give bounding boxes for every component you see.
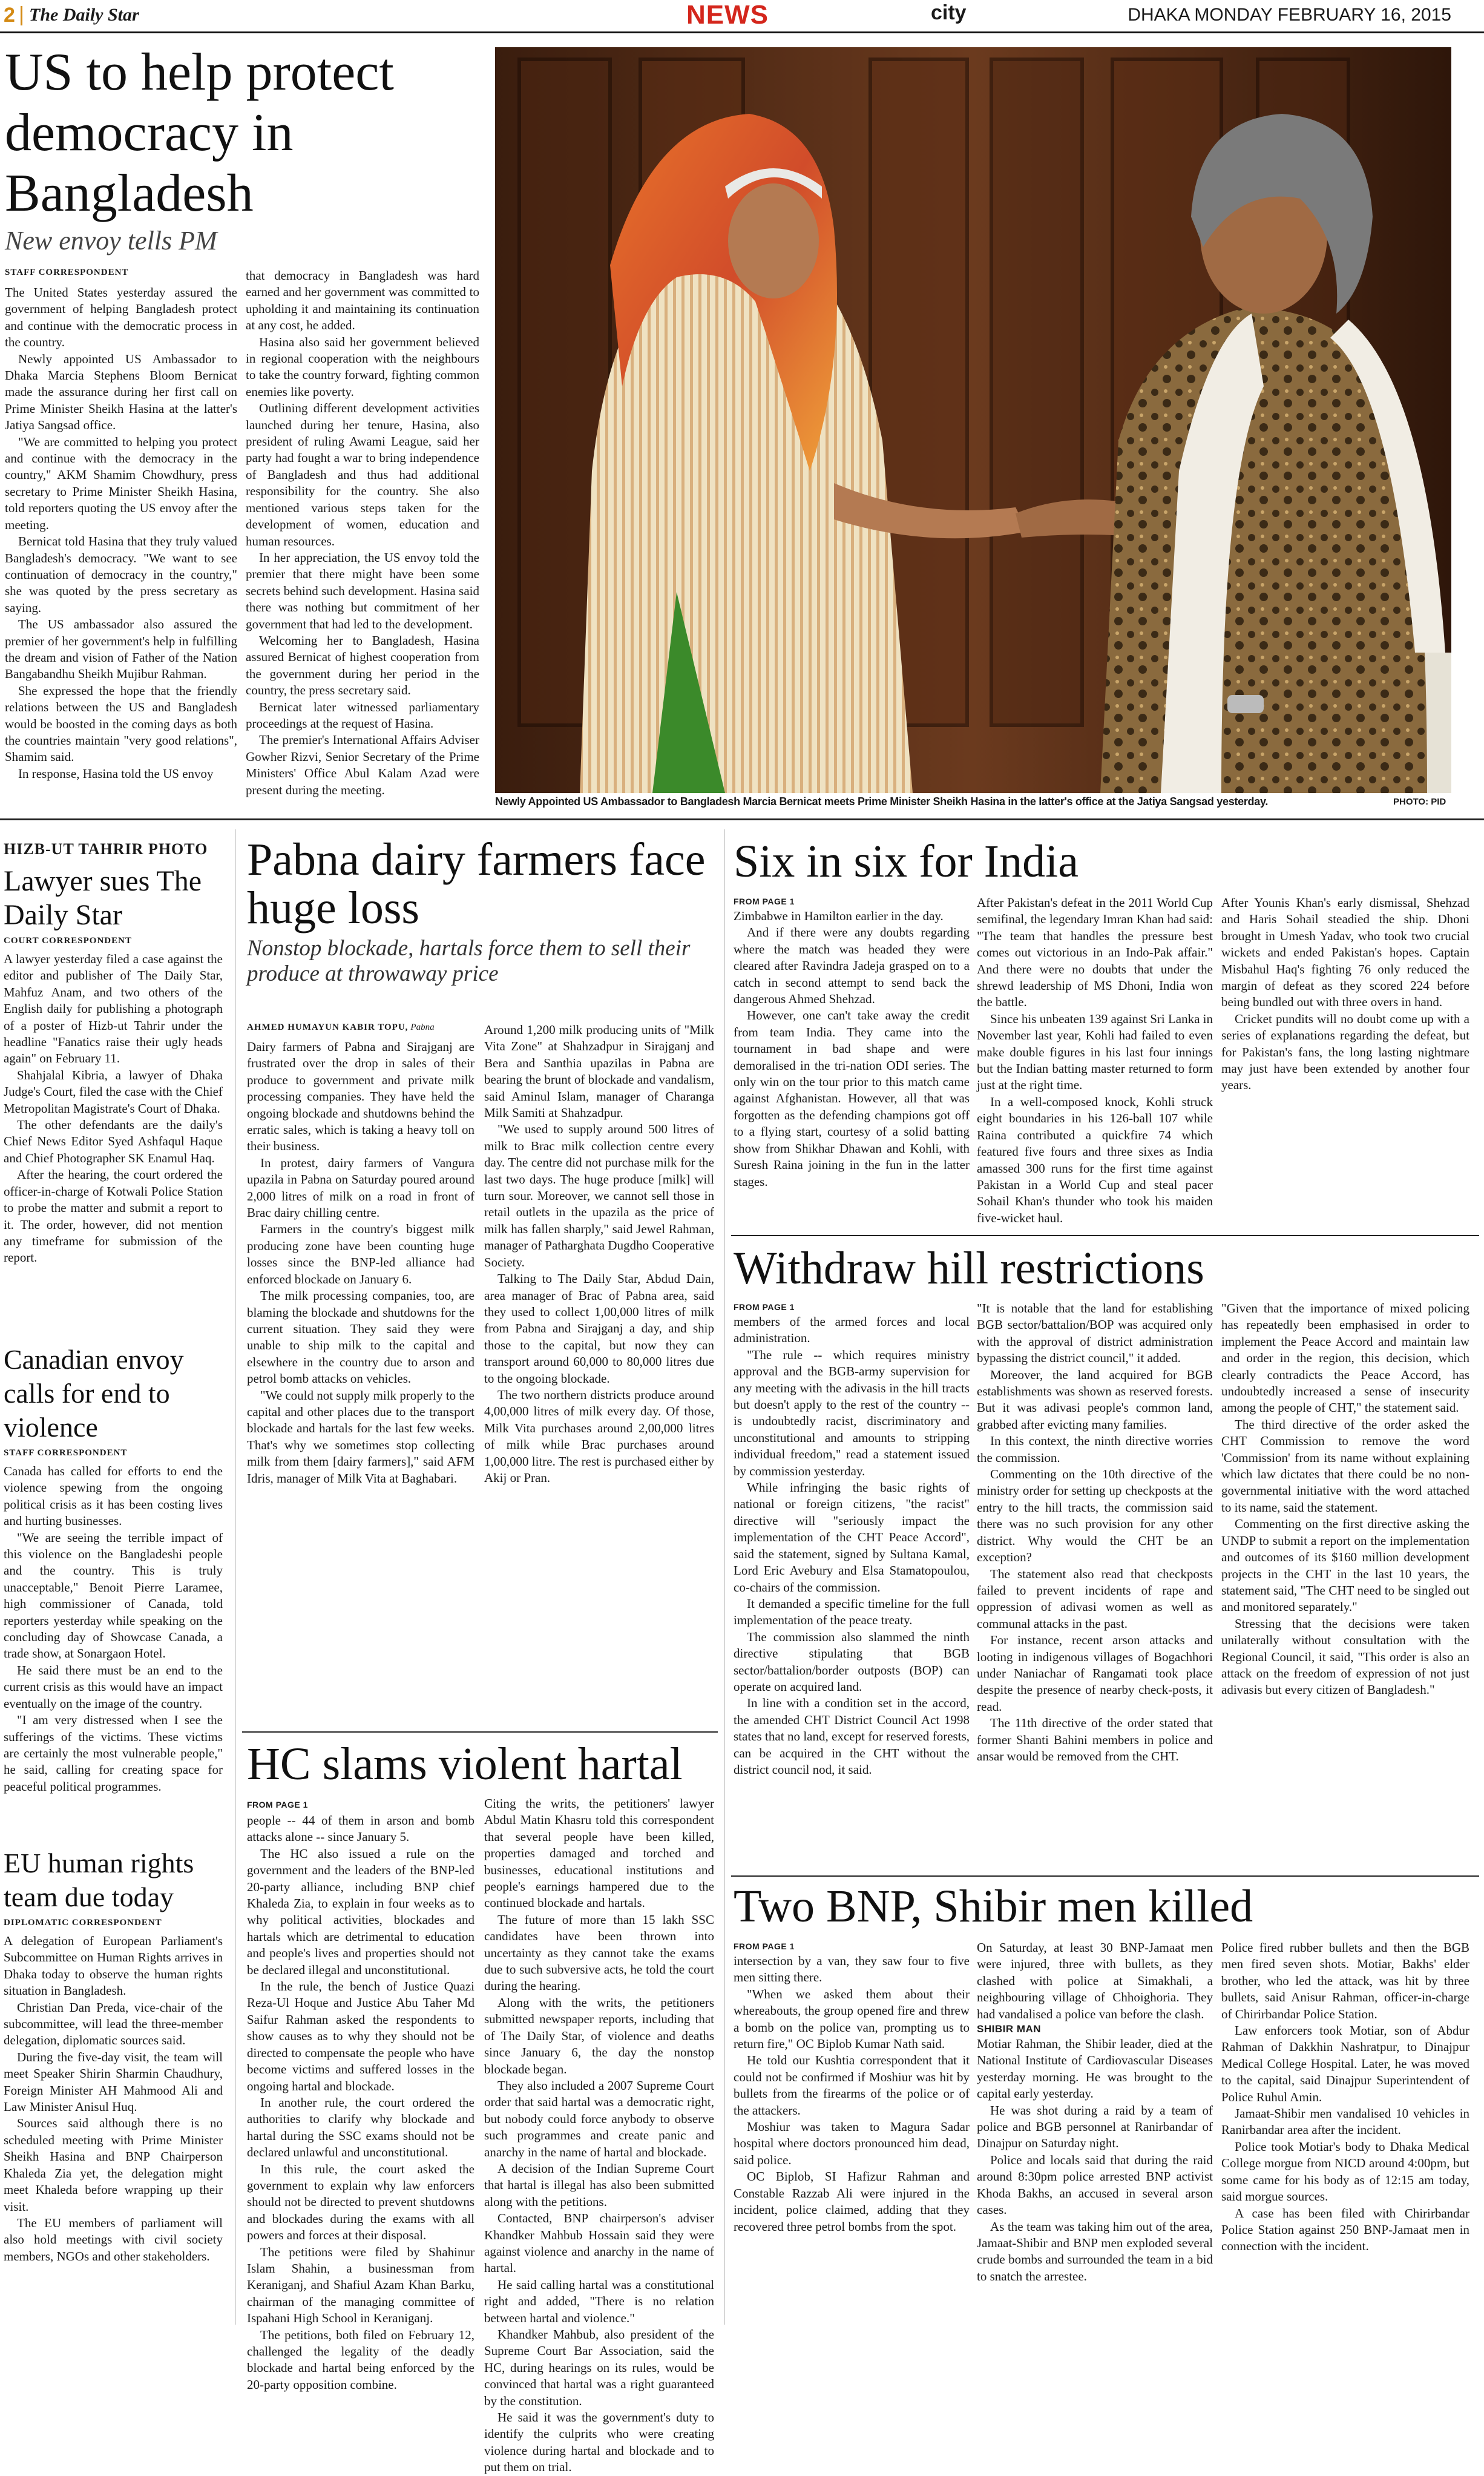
bnp-story: [734, 1880, 1478, 1941]
hill-body-col2: [977, 1300, 1213, 1894]
bnp-body-col2: [977, 1940, 1213, 2327]
hizb-kicker: HIZB-UT TAHRIR PHOTO: [4, 840, 208, 858]
canada-paragraph: Canada has called for efforts to end the violence spewing from the ongoing political crisis as it has been costing lives and hurting businesses.: [4, 1464, 223, 1529]
canada-body: [4, 1463, 223, 1814]
lead-paragraph: Welcoming her to Bangladesh, Hasina assured Bernicat of highest cooperation from the government during her period in the country, the press secretary said.: [246, 633, 479, 698]
bnp-headline: Two BNP, Shibir men killed: [734, 1881, 1253, 1932]
lead-paragraph: In her appreciation, the US envoy told the premier that there might have been some secrets behind such development. Hasina said there was nothing but commitment of her government that had led to the development.: [246, 550, 479, 631]
india-paragraph: And if there were any doubts regarding where the match was headed they were cleared after Ravindra Jadeja grasped on to a catch in second attempt to send back the dangerous Ahmed Shehzad.: [734, 925, 970, 1007]
bnp-paragraph: On Saturday, at least 30 BNP-Jamaat men were injured, three with bullets, as they clashed with police at Simakhali, a neighbouring village of Chhoighoria. They had vandalised a police van before the clash.: [977, 1940, 1213, 2021]
pabna-paragraph: Dairy farmers of Pabna and Sirajganj are frustrated over the drop in sales of their produce to government and private milk processing companies. They have held the ongoing blockade and shutdowns behind the erratic sales, which is taking a heavy toll on their business.: [247, 1039, 474, 1154]
lead-paragraph: The United States yesterday assured the government of helping Bangladesh protect and continue with the democratic process in the country.: [5, 285, 237, 350]
bnp-paragraph: OC Biplob, SI Hafizur Rahman and Constable Razzab Ali were injured in the incident, police claimed, adding that they recovered three petrol bombs from the spot.: [734, 2169, 970, 2234]
canada-headline: Canadian envoy calls for end to violence: [4, 1344, 184, 1443]
india-from-page: FROM PAGE 1: [734, 897, 795, 906]
subsection-label: city: [931, 1, 967, 24]
canada-paragraph: He said there must be an end to the current crisis as this would have an impact eventually on the image of the country.: [4, 1662, 223, 1711]
hill-paragraph: In line with a condition set in the accord, the amended CHT District Council Act 1998 states that no land, except for reserved forests, can be acquired in the CHT without the district council nod, it said.: [734, 1696, 970, 1777]
hc-paragraph: people -- 44 of them in arson and bomb attacks alone -- since January 5.: [247, 1813, 474, 1845]
hc-body-col2: [484, 1796, 714, 2475]
hill-paragraph: The statement also read that checkposts failed to prevent incidents of rape and oppression of adivasi women as well as communal attacks in the past.: [977, 1566, 1213, 1631]
india-paragraph: Since his unbeaten 139 against Sri Lanka in November last year, Kohli had failed to even make double figures in his last four innings but the Indian batting master returned to form just at the right time.: [977, 1011, 1213, 1093]
hill-paragraph: For instance, recent arson attacks and looting in indigenous villages of Bogachhori under Naniachar of Rangamati took place despite the presence of nearby check-posts, it read.: [977, 1633, 1213, 1714]
pabna-deck: Nonstop blockade, hartals force them to sell their produce at throwaway price: [247, 936, 691, 986]
pabna-story: [247, 835, 713, 999]
india-body-col2: [977, 895, 1213, 1234]
bnp-paragraph: Law enforcers took Motiar, son of Abdur Rahman of Dakkhin Nashratpur, to Dinajpur Medical College Hospital. Later, he was moved to the capital, said Dinajpur Superintendent of Police Ruhul Amin.: [1221, 2023, 1469, 2104]
india-headline: Six in six for India: [734, 836, 1079, 887]
lead-paragraph: Bernicat later witnessed parliamentary proceedings at the request of Hasina.: [246, 699, 479, 731]
india-paragraph: After Pakistan's defeat in the 2011 World Cup semifinal, the legendary Imran Khan had said: "The team that handles the pressure best comes out victorious in an Indo-Pak affair." And there were no doubts that under the shrewd leadership of MS Dhoni, India won the battle.: [977, 895, 1213, 1010]
lead-deck: New envoy tells PM: [5, 226, 217, 255]
canada-paragraph: "We are seeing the terrible impact of this violence on the Bangladeshi people and the country. This is truly unacceptable," Benoit Pierre Laramee, high commissioner of Canada, told reporters yesterday while speaking on the concluding day of Showcase Canada, a trade show, at Sonargaon Hotel.: [4, 1530, 223, 1661]
pabna-paragraph: The milk processing companies, too, are blaming the blockade and shutdowns for the current situation. They said they were unable to ship milk to the capital and elsewhere in the country due to arson and petrol bomb attacks on vehicles.: [247, 1288, 474, 1386]
hizb-paragraph: Shahjalal Kibria, a lawyer of Dhaka Judge's Court, filed the case with the Chief Metropolitan Magistrate's Court of Dhaka.: [4, 1067, 223, 1116]
lead-paragraph: In response, Hasina told the US envoy: [18, 766, 214, 781]
lead-paragraph: that democracy in Bangladesh was hard earned and her government was committed to upholding it and maintaining its continuation at any cost, he added.: [246, 268, 479, 333]
hc-paragraph: In the rule, the bench of Justice Quazi Reza-Ul Hoque and Justice Abu Taher Md Saifur Rahman asked the respondents to show causes as to why they should not be directed to compensate the people who have become victims and suffered losses in the ongoing hartal and blockade.: [247, 1979, 474, 2093]
photo-credit: PHOTO: PID: [1393, 797, 1446, 807]
canada-byline: STAFF CORRESPONDENT: [4, 1448, 128, 1458]
masthead-logo: The Daily Star: [29, 5, 139, 25]
handshake-photo-illustration: [495, 47, 1451, 793]
lead-paragraph: The premier's International Affairs Adviser Gowher Rizvi, Senior Secretary of the Prime Ministers' Office Abul Kalam Azad were present during the meeting.: [246, 733, 479, 797]
eu-paragraph: During the five-day visit, the team will meet Speaker Shirin Sharmin Chaudhury, Foreign Minister AH Mahmood Ali and Law Minister Anisul Huq.: [4, 2049, 223, 2115]
eu-paragraph: Christian Dan Preda, vice-chair of the subcommittee, will lead the three-member delegation, diplomatic sources said.: [4, 2000, 223, 2048]
hill-body-col1: [734, 1300, 970, 1894]
hizb-paragraph: A lawyer yesterday filed a case against the editor and publisher of The Daily Star, Mahfuz Anam, and two others of the English daily for publishing a photograph of a poster of Hizb-ut Tahrir under the headline "Fanatics raise their ugly heads again" on February 11.: [4, 952, 223, 1066]
pabna-byline: [247, 1022, 435, 1033]
pabna-byline-author: AHMED HUMAYUN KABIR TOPU,: [247, 1022, 409, 1032]
hizb-body: [4, 951, 223, 1308]
hill-paragraph: Stressing that the decisions were taken unilaterally without consultation with the Regional Council, it said, "This order is also an attack on the freedom of expression of not just adivasis but every citizen of Bangladesh.": [1221, 1616, 1469, 1697]
bnp-paragraph: Jamaat-Shibir men vandalised 10 vehicles in Ranirbandar area after the incident.: [1221, 2106, 1469, 2138]
hill-paragraph: members of the armed forces and local administration.: [734, 1314, 970, 1346]
hill-paragraph: "It is notable that the land for establishing BGB sector/battalion/BOP was acquired only with the approval of district administration bypassing the district council," it added.: [977, 1301, 1213, 1366]
hc-paragraph: In this rule, the court asked the government to explain why law enforcers should not be directed to prevent shutdowns and blockades during the exams with all powers and forces at their disposal.: [247, 2161, 474, 2243]
eu-byline: DIPLOMATIC CORRESPONDENT: [4, 1918, 162, 1928]
bnp-paragraph: He was shot during a raid by a team of police and BGB personnel at Ranirbandar of Dinajpur on Saturday night.: [977, 2102, 1213, 2151]
masthead-divider: [21, 6, 22, 25]
page-number: 2: [4, 4, 15, 27]
hill-paragraph: In this context, the ninth directive worries the commission.: [977, 1434, 1213, 1465]
hizb-headline: Lawyer sues The Daily Star: [4, 865, 202, 931]
bnp-from-page: FROM PAGE 1: [734, 1941, 795, 1951]
lead-paragraph: Bernicat told Hasina that they truly valued Bangladesh's democracy. "We want to see continuation of democracy in the country," she was quoted by the press secretary as saying.: [5, 534, 237, 615]
hill-headline: Withdraw hill restrictions: [734, 1243, 1204, 1294]
hill-paragraph: Commenting on the 10th directive of the ministry order for setting up checkposts at the entry to the hill tracts, the commission said there was no such provision for any other district. Why would the CHT be an exception?: [977, 1467, 1213, 1565]
section-rule: [731, 1235, 1479, 1236]
pabna-paragraph: The two northern districts produce around 4,00,000 litres of milk every day. Of those, Milk Vita purchases around 2,00,000 litres of milk while Brac purchases around 1,00,000 litre. The rest is purchased either by Akij or Pran.: [484, 1387, 714, 1485]
hill-paragraph: The commission also slammed the ninth directive stipulating that BGB sector/battalion/border outposts (BOP) can operate on acquired land.: [734, 1629, 970, 1694]
bnp-paragraph: "When we asked them about their whereabouts, the group opened fire and threw a bomb on the police van, prompting us to return fire," OC Biplob Kumar Nath said.: [734, 1986, 970, 2052]
pabna-byline-place: Pabna: [410, 1022, 435, 1032]
page-header: [0, 0, 1484, 31]
hc-paragraph: The HC also issued a rule on the government and the leaders of the BNP-led 20-party alliance, including BNP chief Khaleda Zia, to explain in four weeks as to why political activities, blockades and hartals which are detrimental to education and people's lives and properties should not be declared illegal and unconstitutional.: [247, 1846, 474, 1977]
hc-paragraph: The future of more than 15 lakh SSC candidates have been thrown into uncertainty as they cannot take the exams due to such subversive acts, he told the court during the hearing.: [484, 1912, 714, 1994]
india-paragraph: After Younis Khan's early dismissal, Shehzad and Haris Sohail steadied the ship. Dhoni brought in Umesh Yadav, who took two crucial wickets and ended Pakistan's hopes. Captain Misbahul Haq's fighting 76 only reduced the margin of defeat as they scored 224 before being bundled out with three overs in hand.: [1221, 895, 1469, 1010]
hc-paragraph: The petitions were filed by Shahinur Islam Shahin, a businessman from Keraniganj, and Shafiul Azam Khan Barku, chairman of the managing committee of Ispahani High School in Keraniganj.: [247, 2244, 474, 2326]
hill-paragraph: Commenting on the first directive asking the UNDP to submit a report on the implementation and outcomes of its $160 million development projects in the CHT in the last 10 years, the statement said, "The CHT need to be singled out and monitored separately.": [1221, 1516, 1469, 1615]
bnp-paragraph: Moshiur was taken to Magura Sadar hospital where doctors pronounced him dead, said police.: [734, 2119, 970, 2167]
section-label: NEWS: [686, 0, 769, 30]
hizb-paragraph: After the hearing, the court ordered the officer-in-charge of Kotwali Police Station to probe the matter and submit a report to it. The order, however, did not mention any timeframe for submission of the report.: [4, 1167, 223, 1265]
hill-from-page: FROM PAGE 1: [734, 1302, 795, 1312]
eu-headline: EU human rights team due today: [4, 1848, 194, 1912]
eu-body: [4, 1933, 223, 2320]
pabna-body-col2: [484, 1022, 714, 1725]
india-body-col1: [734, 895, 970, 1234]
hill-paragraph: While infringing the basic rights of national or foreign citizens, "the racist" directive will "seriously impact the implementation of the CHT Peace Accord", said the statement, signed by Sultana Kamal, Lord Eric Avebury and Elsa Stamatopoulou, co-chairs of the commission.: [734, 1480, 970, 1595]
section-rule: [731, 1875, 1479, 1877]
india-paragraph: Cricket pundits will no doubt come up with a series of explanations regarding the defeat, but for Pakistan's fans, the long lasting nightmare may just have been extended by another four years.: [1221, 1011, 1469, 1093]
hc-from-page: FROM PAGE 1: [247, 1800, 308, 1809]
bnp-paragraph: As the team was taking him out of the area, Jamaat-Shibir and BNP men exploded several crude bombs and surrounded the team in a bid to snatch the arrestee.: [977, 2219, 1213, 2283]
lead-photo: [495, 47, 1451, 793]
hill-body-col3: [1221, 1300, 1469, 1894]
lead-headline: US to help protect democracy in Bangladesh: [5, 43, 394, 223]
pabna-paragraph: "We used to supply around 500 litres of milk to Brac milk collection centre every day. The centre did not purchase milk for the last two days. The huge produce [milk] will turn sour. Moreover, we cannot sell those in retail outlets in the upazila as the price of milk has fallen sharply," said Jewel Rahman, manager of Patharghata Dugdho Cooperative Society.: [484, 1122, 714, 1269]
bnp-paragraph: Police and locals said that during the raid around 8:30pm police arrested BNP activist Khoda Bakhs, an accused in several arson cases.: [977, 2152, 1213, 2218]
hizb-paragraph: The other defendants are the daily's Chief News Editor Syed Ashfaqul Haque and Chief Photographer SK Enamul Haq.: [4, 1118, 223, 1165]
hc-paragraph: He said it was the government's duty to identify the culprits who were creating violence during hartal and blockade and to put them on trial.: [484, 2410, 714, 2475]
bnp-paragraph: Police fired rubber bullets and then the BGB men fired seven shots. Motiar, Bakhs' elder brother, who led the attack, was hit by three bullets, said Anisur Rahman, officer-in-charge of Chirirbandar Police Station.: [1221, 1940, 1469, 2021]
bnp-body-col1: [734, 1940, 970, 2327]
lead-paragraph: Hasina also said her government believed in regional cooperation with the neighbours to take the country forward, fighting common enemies like poverty.: [246, 334, 479, 399]
lead-byline: STAFF CORRESPONDENT: [5, 268, 129, 277]
lead-paragraph: Outlining different development activities launched during her tenure, Hasina, also president of ruling Awami League, said her party had fought a war to bring independence of Bangladesh and thus had additional responsibility for the country. She also mentioned various steps taken for the development of women, education and human resources.: [246, 401, 479, 548]
hc-paragraph: Contacted, BNP chairperson's adviser Khandker Mahbub Hossain said they were against violence and anarchy in the name of hartal.: [484, 2211, 714, 2276]
lead-paragraph: Newly appointed US Ambassador to Dhaka Marcia Stephens Bloom Bernicat made the assurance during her first call on Prime Minister Sheikh Hasina at the latter's Jatiya Sangsad office.: [5, 351, 237, 433]
india-paragraph: In a well-composed knock, Kohli struck eight boundaries in his 126-ball 107 while Raina contributed a quickfire 74 which featured five fours and three sixes as India amassed 300 runs for the first time against Pakistan in a World Cup and steal pacer Sohail Khan's thunder who took his maiden five-wicket haul.: [977, 1094, 1213, 1225]
lead-photo-caption: Newly Appointed US Ambassador to Bangladesh Marcia Bernicat meets Prime Minister Sheikh Hasina in the latter's office at the Jatiya Sangsad yesterday.: [495, 795, 1269, 808]
bnp-paragraph: He told our Kushtia correspondent that it could not be confirmed if Moshiur was hit by bullets from the firearms of the police or of the attackers.: [734, 2053, 970, 2118]
hill-paragraph: "Given that the importance of mixed policing has repeatedly been emphasised in order to implement the Peace Accord and maintain law and order in the region, this decision, which clearly contradicts the Peace Accord, has undoubtedly increased a sense of insecurity among the people of CHT," the statement said.: [1221, 1301, 1469, 1415]
bnp-paragraph: Motiar Rahman, the Shibir leader, died at the National Institute of Cardiovascular Diseases yesterday morning. He was brought to the capital early yesterday.: [977, 2036, 1213, 2101]
pabna-paragraph: "We could not supply milk properly to the capital and other places due to the transport blockade and hartals for the last few weeks. That's why we sometimes stop collecting milk from them [dairy farmers]," said AFM Idris, manager of Milk Vita at Baghabari.: [247, 1388, 474, 1486]
hc-paragraph: They also included a 2007 Supreme Court order that said hartal was a democratic right, but nobody could force anybody to observe such programmes and create panic and anarchy in the name of hartal and blockade.: [484, 2078, 714, 2159]
hc-paragraph: Citing the writs, the petitioners' lawyer Abdul Matin Khasru told this correspondent that several people have been killed, properties damaged and torched and businesses, educational institutions and people's earnings hampered due to the continued blockade and hartals.: [484, 1796, 714, 1911]
bnp-body-col3: [1221, 1940, 1469, 2327]
pabna-paragraph: Talking to The Daily Star, Abdud Dain, area manager of Brac of Pabna area, said they used to collect 1,00,000 litres of milk from Pabna and Sirajganj a day, and ship those to the capital, but now they can transport around 60,000 to 80,000 litres due to the ongoing blockade.: [484, 1271, 714, 1386]
hill-paragraph: The third directive of the order asked the CHT Commission to remove the word 'Commission' from its name without explaining which law dictates that there could be no non-governmental initiative with the word attached to its name, said the statement.: [1221, 1417, 1469, 1515]
lead-paragraph: "We are committed to helping you protect and continue with the democracy in the country," AKM Shamim Chowdhury, press secretary to Prime Minister Sheikh Hasina, told reporters quoting the US envoy after the meeting.: [5, 434, 237, 532]
hill-story: [734, 1242, 1478, 1303]
eu-paragraph: Sources said although there is no scheduled meeting with Prime Minister Sheikh Hasina and BNP Chairperson Khaleda Zia yet, the delegation might meet Khaleda before wrapping up their visit.: [4, 2116, 223, 2214]
india-paragraph: However, one can't take away the credit from team India. They came into the tournament in bad shape and were demoralised in the tri-nation ODI series. The only win on the tour prior to this match came against Afghanistan. However, all that was forgotten as the defending champions got off to a flying start, courtesy of a solid batting show from Shikhar Dhawan and Kohli, with Suresh Raina joining in the fun in the latter stages.: [734, 1008, 970, 1189]
bnp-paragraph: intersection by a van, they saw four to five men sitting there.: [734, 1954, 970, 1985]
lead-paragraph: She expressed the hope that the friendly relations between the US and Bangladesh would be boosted in the coming days as both the countries maintain "very good relations", Shamim said.: [5, 683, 237, 765]
india-body-col3: [1221, 895, 1469, 1234]
lead-bottom-rule: [0, 818, 1484, 820]
hill-paragraph: It demanded a specific timeline for the full implementation of the peace treaty.: [734, 1596, 970, 1628]
hizb-story: [4, 840, 223, 1343]
pabna-body-col1: [247, 1039, 474, 1725]
eu-paragraph: A delegation of European Parliament's Subcommittee on Human Rights arrives in Dhaka today to observe the human rights situation in Bangladesh.: [4, 1934, 223, 1998]
hc-headline: HC slams violent hartal: [247, 1739, 683, 1790]
section-rule: [242, 1731, 718, 1733]
hill-paragraph: "The rule -- which requires ministry approval and the BGB-army supervision for any meeting with the adivasis in the hill tracts but doesn't apply to the rest of the country -- is undoubtedly racist, discriminatory and unconstitutional and amounts to stripping individual freedom," read a statement issued by commission yesterday.: [734, 1347, 970, 1478]
lead-story: [0, 36, 1484, 817]
canada-story: [4, 1343, 223, 1839]
hc-paragraph: He said calling hartal was a constitutional right and added, "There is no relation between hartal and violence.": [484, 2277, 714, 2325]
hill-paragraph: The 11th directive of the order stated that former Shanti Bahini members in police and ansar would be removed from the CHT.: [977, 1716, 1213, 1763]
hc-body-col1: [247, 1813, 474, 2392]
hc-paragraph: A decision of the Indian Supreme Court that hartal is illegal has also been submitted along with the petitions.: [484, 2161, 714, 2209]
canada-paragraph: "I am very distressed when I see the sufferings of the victims. These victims are certainly the most vulnerable people," he said, calling for creating space for peaceful political programmes.: [4, 1713, 223, 1794]
hc-paragraph: In another rule, the court ordered the authorities to clarify why blockade and hartal during the SSC exams should not be declared unlawful and unconstitutional.: [247, 2095, 474, 2160]
eu-paragraph: The EU members of parliament will also hold meetings with civil society members, NGOs and other stakeholders.: [4, 2215, 223, 2264]
lead-body-col2: [246, 268, 479, 823]
bnp-subhead: SHIBIR MAN: [977, 2023, 1042, 2035]
header-rule: [0, 31, 1484, 33]
dateline: DHAKA MONDAY FEBRUARY 16, 2015: [1128, 5, 1451, 25]
bnp-paragraph: Police took Motiar's body to Dhaka Medical College morgue from NICD around 4:00pm, but some came for his body as of 12:15 am today, said morgue sources.: [1221, 2139, 1469, 2204]
hill-paragraph: Moreover, the land acquired for BGB establishments was shown as reserved forests. But it was adivasi people's common land, grabbed after evicting many families.: [977, 1367, 1213, 1432]
bnp-paragraph: A case has been filed with Chirirbandar Police Station against 250 BNP-Jamaat men in connection with the incident.: [1221, 2205, 1469, 2254]
hc-paragraph: Along with the writs, the petitioners submitted newspaper reports, including that of The Daily Star, of violence and deaths since January 6, the day the nonstop blockade began.: [484, 1995, 714, 2076]
lead-paragraph: The US ambassador also assured the premier of her government's help in fulfilling the dream and vision of Father of the Nation Bangabandhu Sheikh Mujibur Rahman.: [5, 617, 237, 682]
pabna-headline: Pabna dairy farmers face huge loss: [247, 834, 706, 933]
pabna-paragraph: In protest, dairy farmers of Vangura upazila in Pabna on Saturday poured around 2,000 litres of milk on a road in front of Brac dairy chilling centre.: [247, 1155, 474, 1220]
pabna-paragraph: Around 1,200 milk producing units of "Milk Vita Zone" at Shahzadpur in Sirajganj and Bera and Santhia upazilas in Pabna are bearing the brunt of blockade and vandalism, said Aminul Islam, manager of Charanga Milk Samiti at Shahzadpur.: [484, 1022, 714, 1121]
hizb-byline: COURT CORRESPONDENT: [4, 936, 132, 946]
pabna-paragraph: Farmers in the country's biggest milk producing zone have been counting huge losses since the BNP-led alliance had enforced blockade on January 6.: [247, 1222, 474, 1286]
hc-paragraph: Khandker Mahbub, also president of the Supreme Court Bar Association, said the HC, during hearings on its rules, would be convinced that hartal was a right guaranteed by the constitution.: [484, 2327, 714, 2408]
eu-story: [4, 1846, 223, 2325]
india-paragraph: Zimbabwe in Hamilton earlier in the day.: [734, 909, 944, 923]
lead-body-col1: [5, 285, 237, 823]
hc-paragraph: The petitions, both filed on February 12, challenged the legality of the deadly blockade and hartal being enforced by the 20-party opposition combine.: [247, 2327, 474, 2392]
india-story: [734, 835, 1478, 896]
